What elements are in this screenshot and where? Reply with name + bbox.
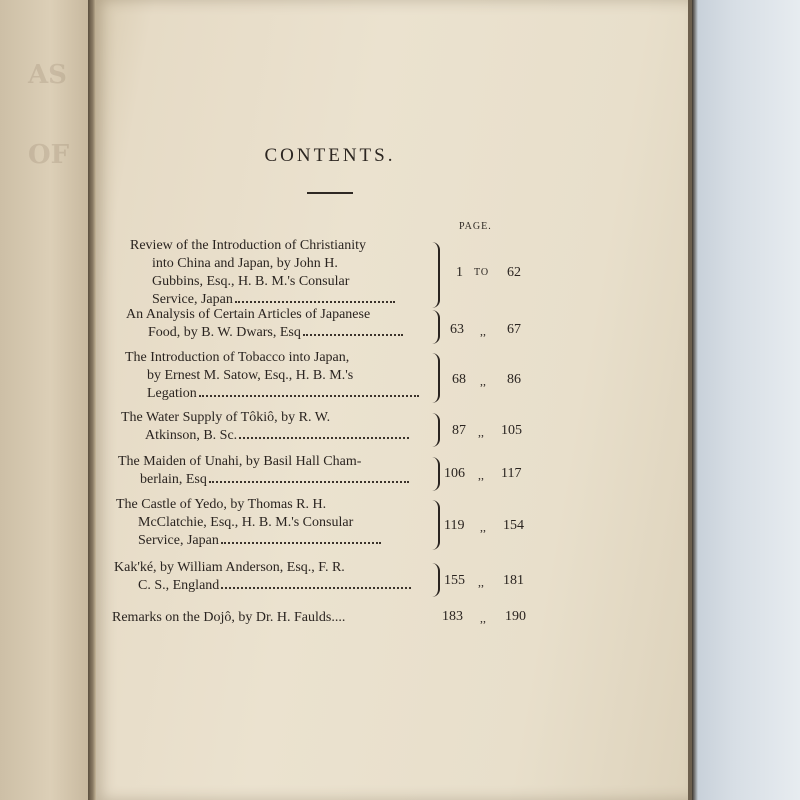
page-end: 117 <box>501 466 522 481</box>
brace <box>426 413 440 447</box>
brace <box>426 500 440 550</box>
bleed-through-mark: OF <box>28 140 70 170</box>
page-column-label: PAGE. <box>459 221 492 232</box>
entry-line: C. S., England <box>138 577 411 595</box>
brace <box>426 242 440 308</box>
page-edge-shadow <box>692 0 698 800</box>
page-start: 119 <box>444 518 465 533</box>
page-start: 155 <box>444 573 465 588</box>
entry-line: berlain, Esq <box>140 471 409 489</box>
page-start: 87 <box>452 423 466 438</box>
background-surface <box>690 0 800 800</box>
entry-line: Atkinson, B. Sc. <box>145 427 409 445</box>
entry-line: Service, Japan <box>138 532 381 550</box>
brace <box>426 457 440 491</box>
entry-line: Remarks on the Dojô, by Dr. H. Faulds.... <box>112 610 346 625</box>
brace <box>426 563 440 597</box>
left-page <box>0 0 92 800</box>
entry-line: Legation <box>147 385 419 403</box>
entry-line: The Maiden of Unahi, by Basil Hall Cham- <box>118 454 362 469</box>
page-end: 181 <box>503 573 524 588</box>
brace <box>426 310 440 344</box>
bleed-through-mark: AS <box>28 60 67 90</box>
entry-line: Food, by B. W. Dwars, Esq <box>148 324 403 342</box>
page-end: 154 <box>503 518 524 533</box>
page-separator: ,, <box>480 324 486 338</box>
page-end: 190 <box>505 609 526 624</box>
entry-line: The Water Supply of Tôkiô, by R. W. <box>121 410 331 425</box>
entry-line: McClatchie, Esq., H. B. M.'s Consular <box>138 515 354 530</box>
page-separator: ,, <box>478 425 484 439</box>
entry-line: The Castle of Yedo, by Thomas R. H. <box>116 497 327 512</box>
page-start: 68 <box>452 372 466 387</box>
entry-line: Kak'ké, by William Anderson, Esq., F. R. <box>114 560 345 575</box>
page-separator: ,, <box>478 468 484 482</box>
page-end: 105 <box>501 423 522 438</box>
page-separator: ,, <box>480 611 486 625</box>
entry-line: An Analysis of Certain Articles of Japanese <box>126 307 371 322</box>
brace <box>426 353 440 403</box>
page-separator: ,, <box>478 575 484 589</box>
entry-line: The Introduction of Tobacco into Japan, <box>125 350 350 365</box>
entry-line: Service, Japan <box>152 291 395 309</box>
page-end: 86 <box>507 372 521 387</box>
page-start: 1 <box>456 265 463 280</box>
entry-line: by Ernest M. Satow, Esq., H. B. M.'s <box>147 368 354 383</box>
page-separator: ,, <box>480 374 486 388</box>
page-title: CONTENTS. <box>264 145 396 166</box>
page-end: 67 <box>507 322 521 337</box>
page-separator: ,, <box>480 520 486 534</box>
page-start: 183 <box>442 609 463 624</box>
entry-line: Gubbins, Esq., H. B. M.'s Consular <box>152 274 350 289</box>
book-spine <box>88 0 96 800</box>
page-start: 63 <box>450 322 464 337</box>
page-separator: TO <box>474 267 490 278</box>
page-end: 62 <box>507 265 521 280</box>
entry-line: Review of the Introduction of Christianity <box>130 238 367 253</box>
title-rule <box>307 192 353 194</box>
entry-line: into China and Japan, by John H. <box>152 256 338 271</box>
page-start: 106 <box>444 466 465 481</box>
